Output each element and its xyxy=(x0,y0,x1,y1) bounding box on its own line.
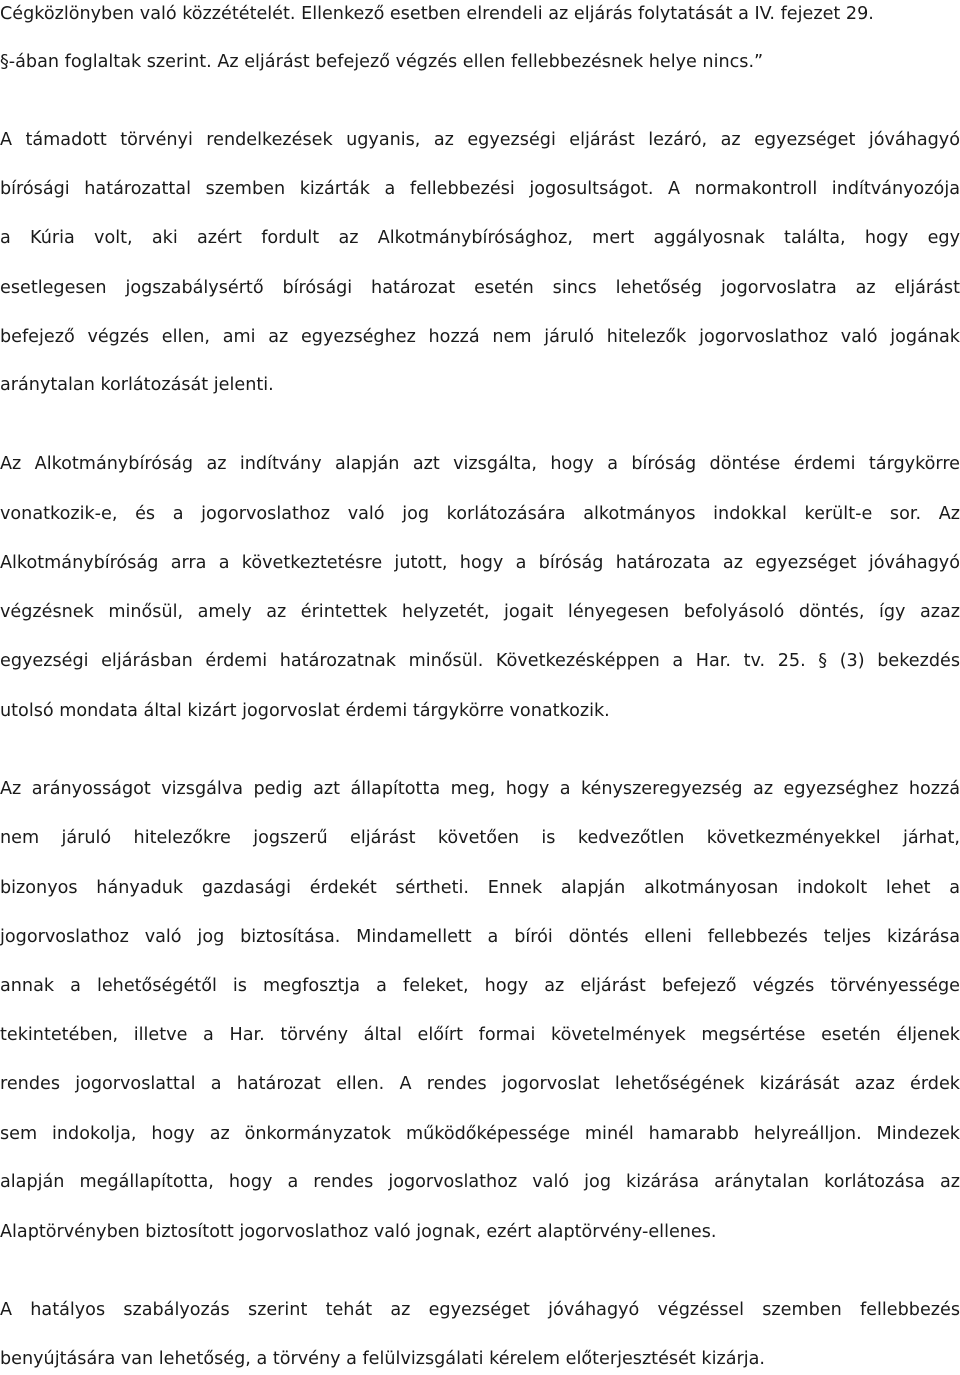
paragraph-3-line-1: Az Alkotmánybíróság az indítvány alapján azt vizsgálta, hogy a bíróság döntése érdemi tárgykörre xyxy=(0,454,960,474)
paragraph-5-line-1: A hatályos szabályozás szerint tehát az egyezséget jóváhagyó végzéssel szemben fellebbezés xyxy=(0,1300,960,1320)
paragraph-2-line-5: befejező végzés ellen, ami az egyezséghez hozzá nem járuló hitelezők jogorvoslathoz való jogának xyxy=(0,327,960,347)
paragraph-2-line-3: a Kúria volt, aki azért fordult az Alkotmánybírósághoz, mert aggályosnak találta, hogy egy xyxy=(0,228,960,248)
paragraph-3-line-4: végzésnek minősül, amely az érintettek helyzetét, jogait lényegesen befolyásoló döntés, így azaz xyxy=(0,602,960,622)
paragraph-3-line-5: egyezségi eljárásban érdemi határozatnak minősül. Következésképpen a Har. tv. 25. § (3) bekezdés xyxy=(0,651,960,671)
paragraph-4-line-4: jogorvoslathoz való jog biztosítása. Mindamellett a bírói döntés elleni fellebbezés teljes kizárása xyxy=(0,927,960,947)
paragraph-2-line-2: bírósági határozattal szemben kizárták a fellebbezési jogosultságot. A normakontroll indítványozója xyxy=(0,179,960,199)
paragraph-1-line-2: §-ában foglaltak szerint. Az eljárást befejező végzés ellen fellebbezésnek helye nincs.” xyxy=(0,52,764,72)
paragraph-3-line-3: Alkotmánybíróság arra a következtetésre jutott, hogy a bíróság határozata az egyezséget jóváhagyó xyxy=(0,553,960,573)
paragraph-1-line-1: Cégközlönyben való közzétételét. Ellenkező esetben elrendeli az eljárás folytatását a IV. fejezet 29. xyxy=(0,4,874,24)
paragraph-4-line-5: annak a lehetőségétől is megfosztja a feleket, hogy az eljárást befejező végzés törvényessége xyxy=(0,976,960,996)
paragraph-4-line-1: Az arányosságot vizsgálva pedig azt állapította meg, hogy a kényszeregyezség az egyezséghez hozzá xyxy=(0,779,960,799)
paragraph-3-line-2: vonatkozik-e, és a jogorvoslathoz való jog korlátozására alkotmányos indokkal került-e sor. Az xyxy=(0,504,960,524)
paragraph-4-line-10: Alaptörvényben biztosított jogorvoslathoz való jognak, ezért alaptörvény-ellenes. xyxy=(0,1222,717,1242)
paragraph-2-line-1: A támadott törvényi rendelkezések ugyanis, az egyezségi eljárást lezáró, az egyezséget jóváhagyó xyxy=(0,130,960,150)
paragraph-4-line-3: bizonyos hányaduk gazdasági érdekét sértheti. Ennek alapján alkotmányosan indokolt lehet a xyxy=(0,878,960,898)
paragraph-4-line-6: tekintetében, illetve a Har. törvény által előírt formai követelmények megsértése esetén éljenek xyxy=(0,1025,960,1045)
paragraph-4-line-9: alapján megállapította, hogy a rendes jogorvoslathoz való jog kizárása aránytalan korlátozása az xyxy=(0,1172,960,1192)
paragraph-2-line-6: aránytalan korlátozását jelenti. xyxy=(0,375,274,395)
paragraph-4-line-7: rendes jogorvoslattal a határozat ellen. A rendes jogorvoslat lehetőségének kizárását azaz érdek xyxy=(0,1074,960,1094)
paragraph-2-line-4: esetlegesen jogszabálysértő bírósági határozat esetén sincs lehetőség jogorvoslatra az eljárást xyxy=(0,278,960,298)
paragraph-4-line-8: sem indokolja, hogy az önkormányzatok működőképessége minél hamarabb helyreálljon. Mindezek xyxy=(0,1124,960,1144)
paragraph-5-line-2: benyújtására van lehetőség, a törvény a felülvizsgálati kérelem előterjesztését kizárja. xyxy=(0,1349,765,1369)
paragraph-4-line-2: nem járuló hitelezőkre jogszerű eljárást követően is kedvezőtlen következményekkel járhat, xyxy=(0,828,960,848)
paragraph-3-line-6: utolsó mondata által kizárt jogorvoslat érdemi tárgykörre vonatkozik. xyxy=(0,701,610,721)
